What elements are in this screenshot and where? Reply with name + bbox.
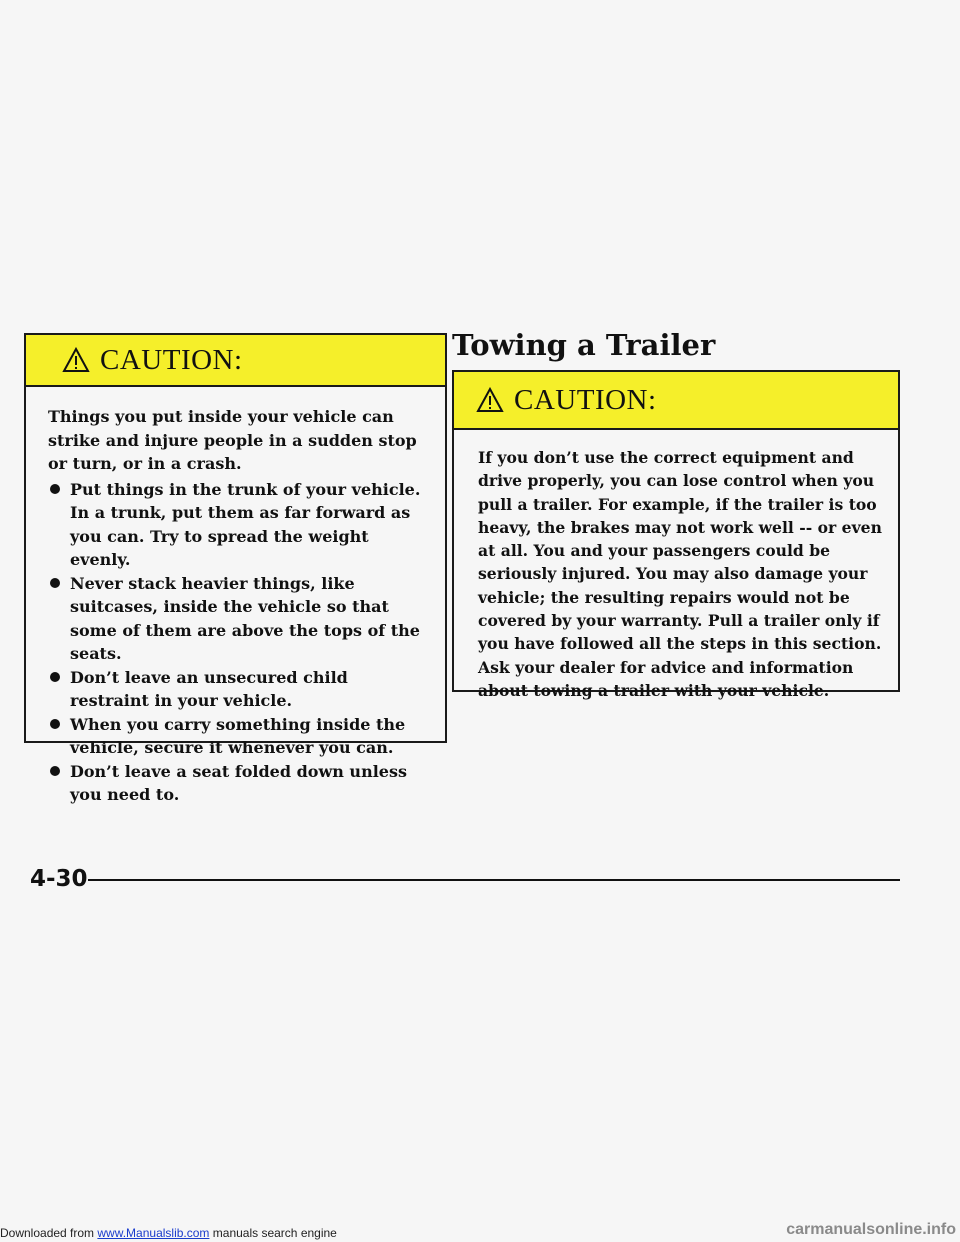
caution-text: If you don’t use the correct equipment and drive properly, you can lose control when you pull a trailer. For example, if the trailer is too heavy, the brakes may not work well -- or even at all. You and your passengers could be seriously injured. You may also damage your vehicle; the resulting repairs would not be covered by your warranty. Pull a trailer only if you have followed all the steps in this section. Ask your dealer for advice and information about towing a trailer with your vehicle. — [478, 448, 882, 700]
bullet-item — [48, 713, 425, 760]
footer-divider — [88, 879, 900, 881]
bullet-icon — [50, 484, 60, 494]
download-suffix: manuals search engine — [209, 1226, 337, 1240]
page-number: 4-30 — [30, 866, 88, 892]
caution-title: CAUTION: — [100, 343, 243, 376]
bullet-icon — [50, 672, 60, 682]
bullet-text: Don’t leave a seat folded down unless you need to. — [70, 761, 407, 804]
bullet-icon — [50, 766, 60, 776]
bullet-text: Never stack heavier things, like suitcases, inside the vehicle so that some of them are above the tops of the seats. — [70, 573, 420, 663]
bullet-item — [48, 572, 425, 666]
bullet-item — [48, 760, 425, 807]
bullet-item — [48, 666, 425, 713]
bullet-icon — [50, 578, 60, 588]
caution-bullet-list — [48, 478, 425, 807]
warning-triangle-icon — [62, 347, 90, 373]
bullet-text: Put things in the trunk of your vehicle. In a trunk, put them as far forward as you can. Try to spread the weight evenly. — [70, 479, 421, 569]
download-notice — [0, 1226, 337, 1240]
warning-triangle-icon — [476, 387, 504, 413]
bullet-text: When you carry something inside the vehicle, secure it whenever you can. — [70, 714, 406, 757]
download-prefix: Downloaded from — [0, 1226, 98, 1240]
section-title: Towing a Trailer — [452, 328, 716, 362]
caution-box-cargo — [24, 333, 447, 804]
manualslib-link[interactable]: www.Manualslib.com — [97, 1226, 210, 1240]
caution-header — [454, 372, 898, 430]
caution-body — [454, 430, 898, 702]
caution-intro: Things you put inside your vehicle can strike and injure people in a sudden stop or turn, or in a crash. — [48, 407, 417, 473]
caution-title: CAUTION: — [514, 383, 657, 416]
caution-body — [26, 387, 445, 807]
bullet-text: Don’t leave an unsecured child restraint in your vehicle. — [70, 667, 348, 710]
bullet-icon — [50, 719, 60, 729]
caution-box-towing — [452, 370, 900, 700]
watermark: carmanualsonline.info — [786, 1221, 956, 1238]
bullet-item — [48, 478, 425, 572]
caution-header — [26, 335, 445, 387]
